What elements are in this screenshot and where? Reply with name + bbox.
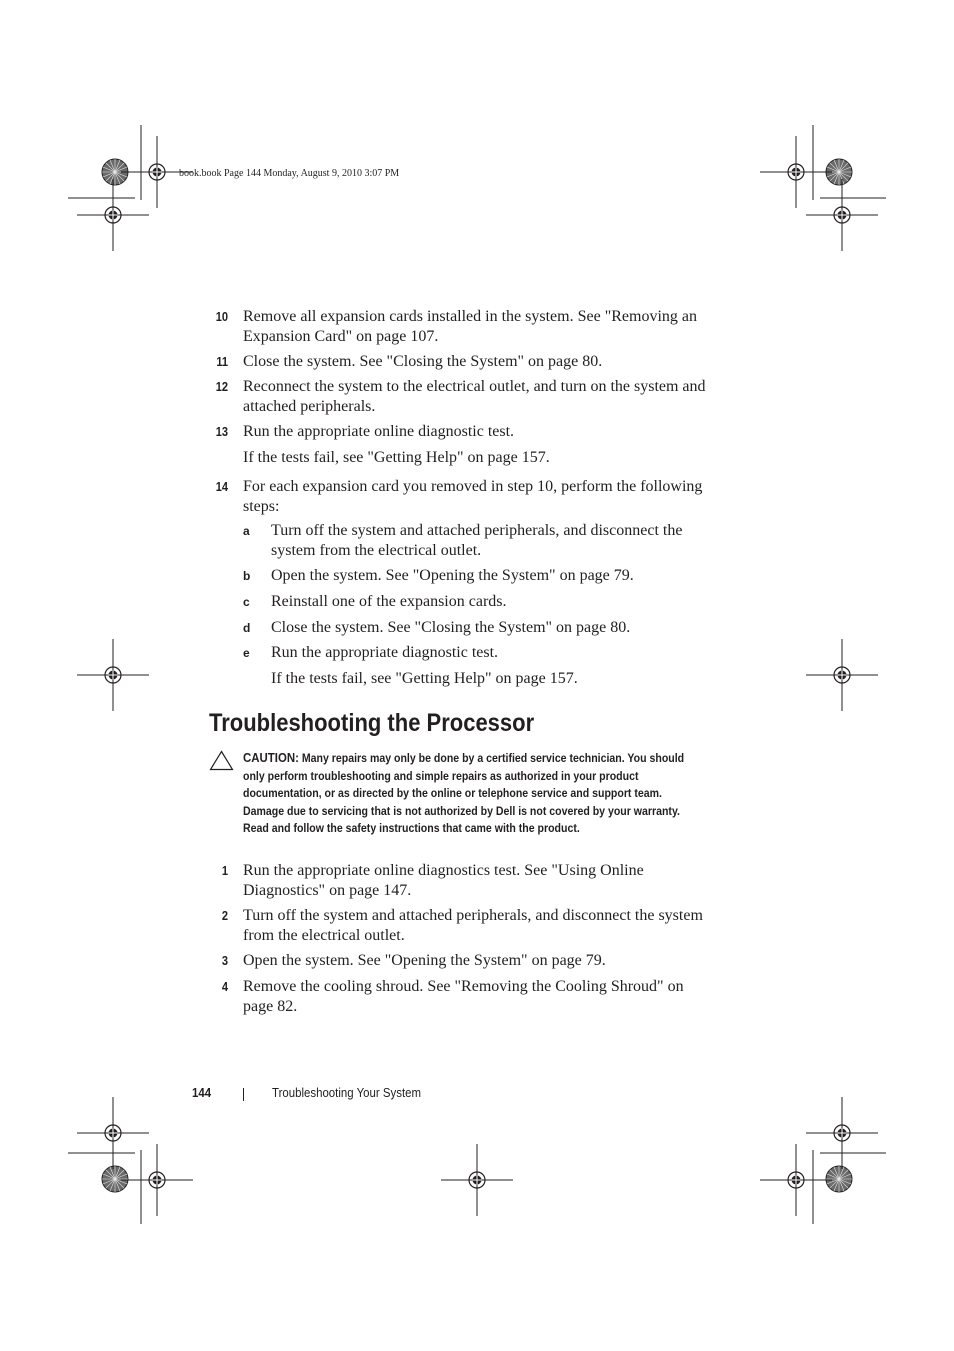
- step-text: Remove the cooling shroud. See "Removing the Cooling Shroud" on page 82.: [243, 978, 684, 1015]
- step-number: 12: [215, 379, 228, 394]
- step-text: Run the appropriate online diagnostic test.: [243, 423, 515, 440]
- page-number: 144: [192, 1085, 212, 1100]
- crosshair-icon: [77, 1097, 149, 1169]
- crosshair-icon: [77, 179, 149, 251]
- substep-letter: a: [243, 524, 250, 538]
- crosshair-icon: [77, 639, 149, 711]
- registration-star-icon: [826, 1166, 852, 1192]
- caution-text: Many repairs may only be done by a certified service technician. You should only perform troubleshooting and simple repairs as authorized in your product documentation, or as directed by the online or telephone service and support team. Damage due to servicing that is not authorized by Dell is not covered by your warranty. Read and follow the safety instructions that came with the product.: [243, 751, 685, 836]
- substep-letter: b: [243, 569, 251, 583]
- step-text: Open the system. See "Opening the System" on page 79.: [243, 952, 606, 969]
- step-number: 1: [221, 863, 228, 878]
- caution-label: CAUTION:: [243, 750, 299, 765]
- crosshair-icon: [806, 179, 878, 251]
- step-number: 13: [215, 424, 228, 439]
- step-text: Run the appropriate online diagnostics test. See "Using Online Diagnostics" on page 147.: [243, 862, 644, 899]
- crosshair-icon: [806, 639, 878, 711]
- crosshair-icon: [441, 1144, 513, 1216]
- crosshair-icon: [806, 1097, 878, 1169]
- step-number: 2: [221, 908, 228, 923]
- step-text: Reconnect the system to the electrical outlet, and turn on the system and attached peripherals.: [243, 378, 706, 415]
- step-text: Remove all expansion cards installed in the system. See "Removing an Expansion Card" on page 107.: [243, 308, 697, 345]
- section-heading: Troubleshooting the Processor: [209, 709, 535, 737]
- substep-text: Turn off the system and attached peripherals, and disconnect the system from the electrical outlet.: [271, 522, 683, 559]
- footer-divider: [243, 1088, 244, 1101]
- crosshair-icon: [760, 1144, 832, 1216]
- substep-text: Reinstall one of the expansion cards.: [271, 593, 507, 610]
- step-note: If the tests fail, see "Getting Help" on page 157.: [243, 449, 550, 466]
- substep-letter: c: [243, 595, 250, 609]
- substep-note: If the tests fail, see "Getting Help" on page 157.: [271, 670, 578, 687]
- substep-letter: e: [243, 646, 250, 660]
- crosshair-icon: [121, 1144, 193, 1216]
- step-number: 4: [221, 979, 228, 994]
- caution-icon: [209, 750, 234, 771]
- step-number: 3: [221, 953, 228, 968]
- crosshair-icon: [760, 136, 832, 208]
- substep-text: Open the system. See "Opening the System" on page 79.: [271, 567, 634, 584]
- substep-text: Close the system. See "Closing the System" on page 80.: [271, 619, 631, 636]
- registration-star-icon: [102, 1166, 128, 1192]
- print-slug: book.book Page 144 Monday, August 9, 2010 3:07 PM: [179, 168, 400, 179]
- caution-notice: [243, 749, 701, 838]
- step-text: Close the system. See "Closing the System" on page 80.: [243, 353, 603, 370]
- step-number: 10: [215, 309, 228, 324]
- step-number: 11: [216, 354, 228, 369]
- substep-letter: d: [243, 621, 251, 635]
- substep-text: Run the appropriate diagnostic test.: [271, 644, 499, 661]
- step-text: For each expansion card you removed in step 10, perform the following steps:: [243, 478, 703, 515]
- footer-chapter-title: Troubleshooting Your System: [272, 1085, 422, 1100]
- step-number: 14: [215, 479, 228, 494]
- step-text: Turn off the system and attached peripherals, and disconnect the system from the electrical outlet.: [243, 907, 703, 944]
